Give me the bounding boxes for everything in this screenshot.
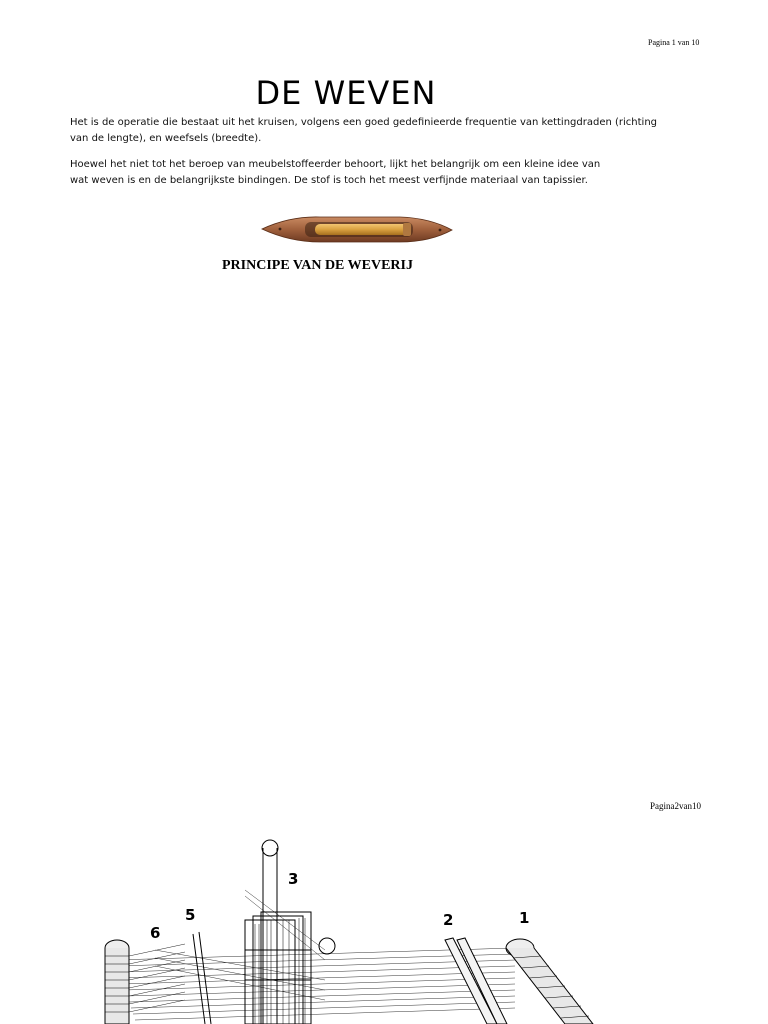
- loom-label-5: 5: [185, 906, 196, 924]
- loom-label-2: 2: [443, 911, 454, 929]
- loom-label-1: 1: [519, 909, 530, 927]
- document-title: DE WEVEN: [255, 74, 437, 112]
- loom-label-6: 6: [150, 924, 161, 942]
- cloth-beam: [105, 940, 129, 1024]
- context-paragraph: Hoewel het niet tot het beroep van meubelstoffeerder behoort, lijkt het belangrijk om een kleine idee van wat weven is en de belangrijkste bindingen. De stof is toch het meest verfijnde materiaal van tapissier.: [70, 159, 601, 186]
- loom-label-3: 3: [288, 870, 299, 888]
- intro-paragraph: Het is de operatie die bestaat uit het kruisen, volgens een goed gedefinieerde frequentie van kettingdraden (richting van de lengte), en weefsels (breedte).: [70, 117, 658, 144]
- section-subtitle: PRINCIPE VAN DE WEVERIJ: [222, 258, 413, 273]
- loom-diagram: [95, 830, 615, 1024]
- weaving-shuttle-image: [260, 212, 454, 246]
- page-number-top: Pagina 1 van 10: [648, 38, 700, 47]
- page-number-bottom: Pagina2van10: [650, 801, 701, 811]
